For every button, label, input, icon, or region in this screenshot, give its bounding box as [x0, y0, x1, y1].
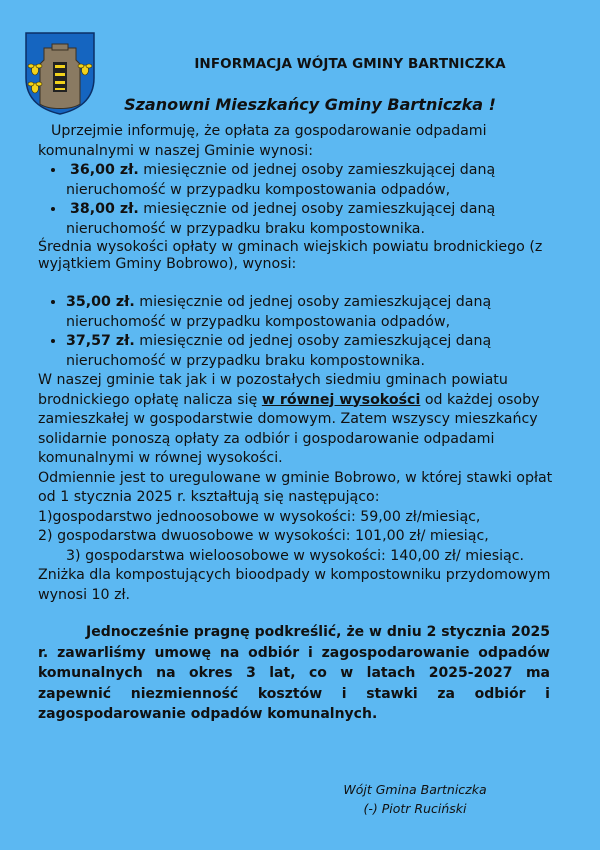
signature-block	[300, 780, 530, 818]
average-intro: Średnia wysokości opłaty w gminach wiejskich powiatu brodnickiego (z wyjątkiem Gminy Bobrowo), wynosi:	[38, 239, 543, 272]
bobrowo-rate-3: 3) gospodarstwa wieloosobowe w wysokości: 140,00 zł/ miesiąc.	[66, 547, 525, 564]
document-body	[38, 122, 558, 725]
discount-paragraph: Zniżka dla kompostujących bioodpady w kompostowniku przydomowym wynosi 10 zł.	[38, 567, 551, 603]
emphasis-text: w równej wysokości	[261, 391, 421, 408]
intro-paragraph: Uprzejmie informuję, że opłata za gospodarowanie odpadami komunalnymi w naszej Gminie wynosi:	[38, 123, 487, 159]
page-title: INFORMACJA WÓJTA GMINY BARTNICZKA	[194, 56, 506, 72]
coat-of-arms-icon	[22, 30, 98, 116]
bobrowo-intro: Odmiennie jest to uregulowane w gminie Bobrowo, w której stawki opłat od 1 stycznia 2025 r. kształtują się następująco:	[38, 469, 553, 505]
list-item: • 38,00 zł. miesięcznie od jednej osoby zamieszkującej daną nieruchomość w przypadku braku kompostownika.	[66, 200, 558, 239]
list-item: • 35,00 zł. miesięcznie od jednej osoby zamieszkującej daną nieruchomość w przypadku kompostowania odpadów,	[66, 293, 558, 332]
greeting-heading: Szanowni Mieszkańcy Gminy Bartniczka !	[124, 95, 496, 114]
local-fees-list	[38, 161, 558, 239]
bobrowo-rate-1: 1)gospodarstwo jednoosobowe w wysokości: 59,00 zł/miesiąc,	[38, 508, 481, 525]
equal-fee-paragraph: W naszej gminie tak jak i w pozostałych siedmiu gminach powiatu brodnickiego opłatę nalicza się w równej wysokości od każdej osoby zamieszkałej w gospodarstwie domowym. Zatem wszyscy mieszkańcy solidarnie ponoszą opłaty za odbiór i gospodarowanie odpadami komunalnymi w równej wysokości.	[38, 372, 540, 466]
signature-name: (-) Piotr Ruciński	[363, 801, 467, 816]
average-fees-list	[38, 293, 558, 371]
list-item: • 37,57 zł. miesięcznie od jednej osoby zamieszkującej daną nieruchomość w przypadku braku kompostownika.	[66, 332, 558, 371]
closing-paragraph: Jednocześnie pragnę podkreślić, że w dniu 2 stycznia 2025 r. zawarliśmy umowę na odbiór i zagospodarowanie odpadów komunalnych na okres 3 lat, co w latach 2025-2027 ma zapewnić niezmienność kosztów i stawki za odbiór i zagospodarowanie odpadów komunalnych.	[38, 624, 550, 722]
signature-title: Wójt Gmina Bartniczka	[343, 782, 487, 797]
bobrowo-rate-2: 2) gospodarstwa dwuosobowe w wysokości: 101,00 zł/ miesiąc,	[38, 528, 489, 544]
list-item: • 36,00 zł. miesięcznie od jednej osoby zamieszkującej daną nieruchomość w przypadku kompostowania odpadów,	[66, 161, 558, 200]
